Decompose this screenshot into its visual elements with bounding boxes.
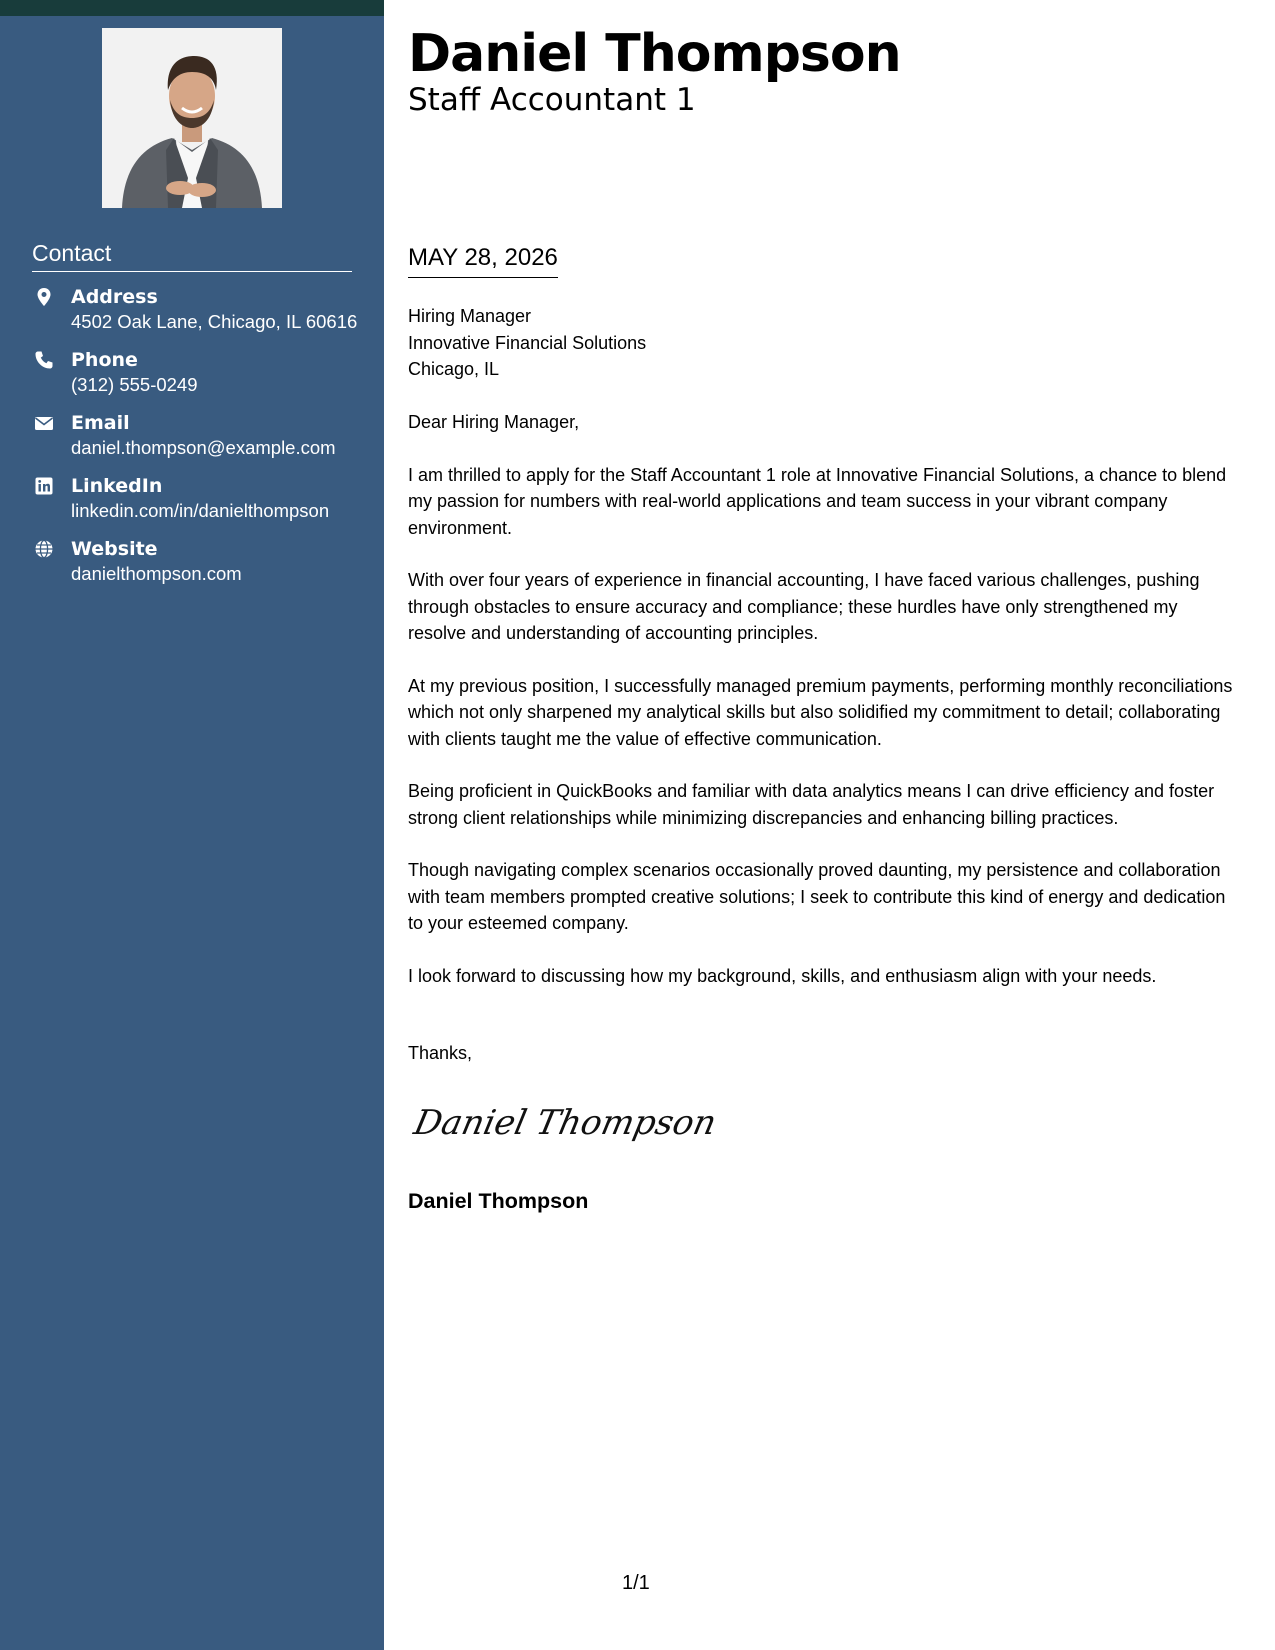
recipient-block [408,303,646,383]
contact-label: Address [71,286,158,308]
globe-icon [34,539,54,559]
signed-name: Daniel Thompson [408,1189,589,1213]
contact-item-phone [32,348,362,397]
letter-paragraph: I look forward to discussing how my background, skills, and enthusiasm align with your needs. [408,965,1157,986]
recipient-line: Chicago, IL [408,359,500,379]
map-pin-icon [34,287,54,307]
svg-text:Daniel Thompson: Daniel Thompson [410,1103,720,1143]
avatar-photo [102,28,282,208]
page-number: 1/1 [622,1572,650,1594]
letter-paragraph: At my previous position, I successfully managed premium payments, performing monthly reconciliations which not only sharpened my analytical skills but also solidified my commitment to detail; collaborating with clients taught me the value of effective communication. [408,675,1233,749]
letter-body [408,409,1238,1015]
linkedin-icon [34,476,54,496]
contact-label: Website [71,538,158,560]
job-title: Staff Accountant 1 [408,82,696,118]
contact-heading: Contact [32,240,352,272]
recipient-line: Hiring Manager [408,306,532,326]
sidebar [0,0,384,1650]
contact-value: daniel.thompson@example.com [71,437,336,458]
contact-item-linkedin [32,474,362,523]
letter-paragraph: I am thrilled to apply for the Staff Accountant 1 role at Innovative Financial Solutions, a chance to blend my passion for numbers with real-world applications and team success in your vibrant company environment. [408,464,1227,538]
contact-value: 4502 Oak Lane, Chicago, IL 60616 [71,311,358,332]
sidebar-top-bar [0,0,384,16]
contact-item-address [32,285,362,334]
envelope-icon [34,413,54,433]
contact-label: LinkedIn [71,475,163,497]
closing: Thanks, [408,1043,473,1063]
signature-image [408,1098,720,1148]
contact-value: danielthompson.com [71,563,242,584]
contact-value: (312) 555-0249 [71,374,198,395]
candidate-name: Daniel Thompson [408,24,901,84]
contact-item-email [32,411,362,460]
contact-label: Email [71,412,130,434]
avatar [102,28,282,208]
letter-paragraph: Being proficient in QuickBooks and familiar with data analytics means I can drive efficiency and foster strong client relationships while minimizing discrepancies and enhancing billing practices. [408,781,1215,828]
recipient-line: Innovative Financial Solutions [408,332,647,353]
signature [408,1098,720,1153]
contact-value: linkedin.com/in/danielthompson [71,500,330,521]
letter-paragraph: With over four years of experience in financial accounting, I have faced various challenges, pushing through obstacles to ensure accuracy and compliance; these hurdles have only strengthened my resolve and understanding of accounting principles. [408,570,1200,643]
letter-date: MAY 28, 2026 [408,244,558,278]
phone-icon [34,350,54,370]
letter-paragraph: Though navigating complex scenarios occasionally proved daunting, my persistence and collaboration with team members prompted creative solutions; I seek to contribute this kind of energy and dedication to your esteemed company. [408,860,1226,933]
salutation: Dear Hiring Manager, [408,412,580,432]
contact-item-website [32,537,362,586]
contact-label: Phone [71,349,138,371]
contact-list [32,285,362,600]
